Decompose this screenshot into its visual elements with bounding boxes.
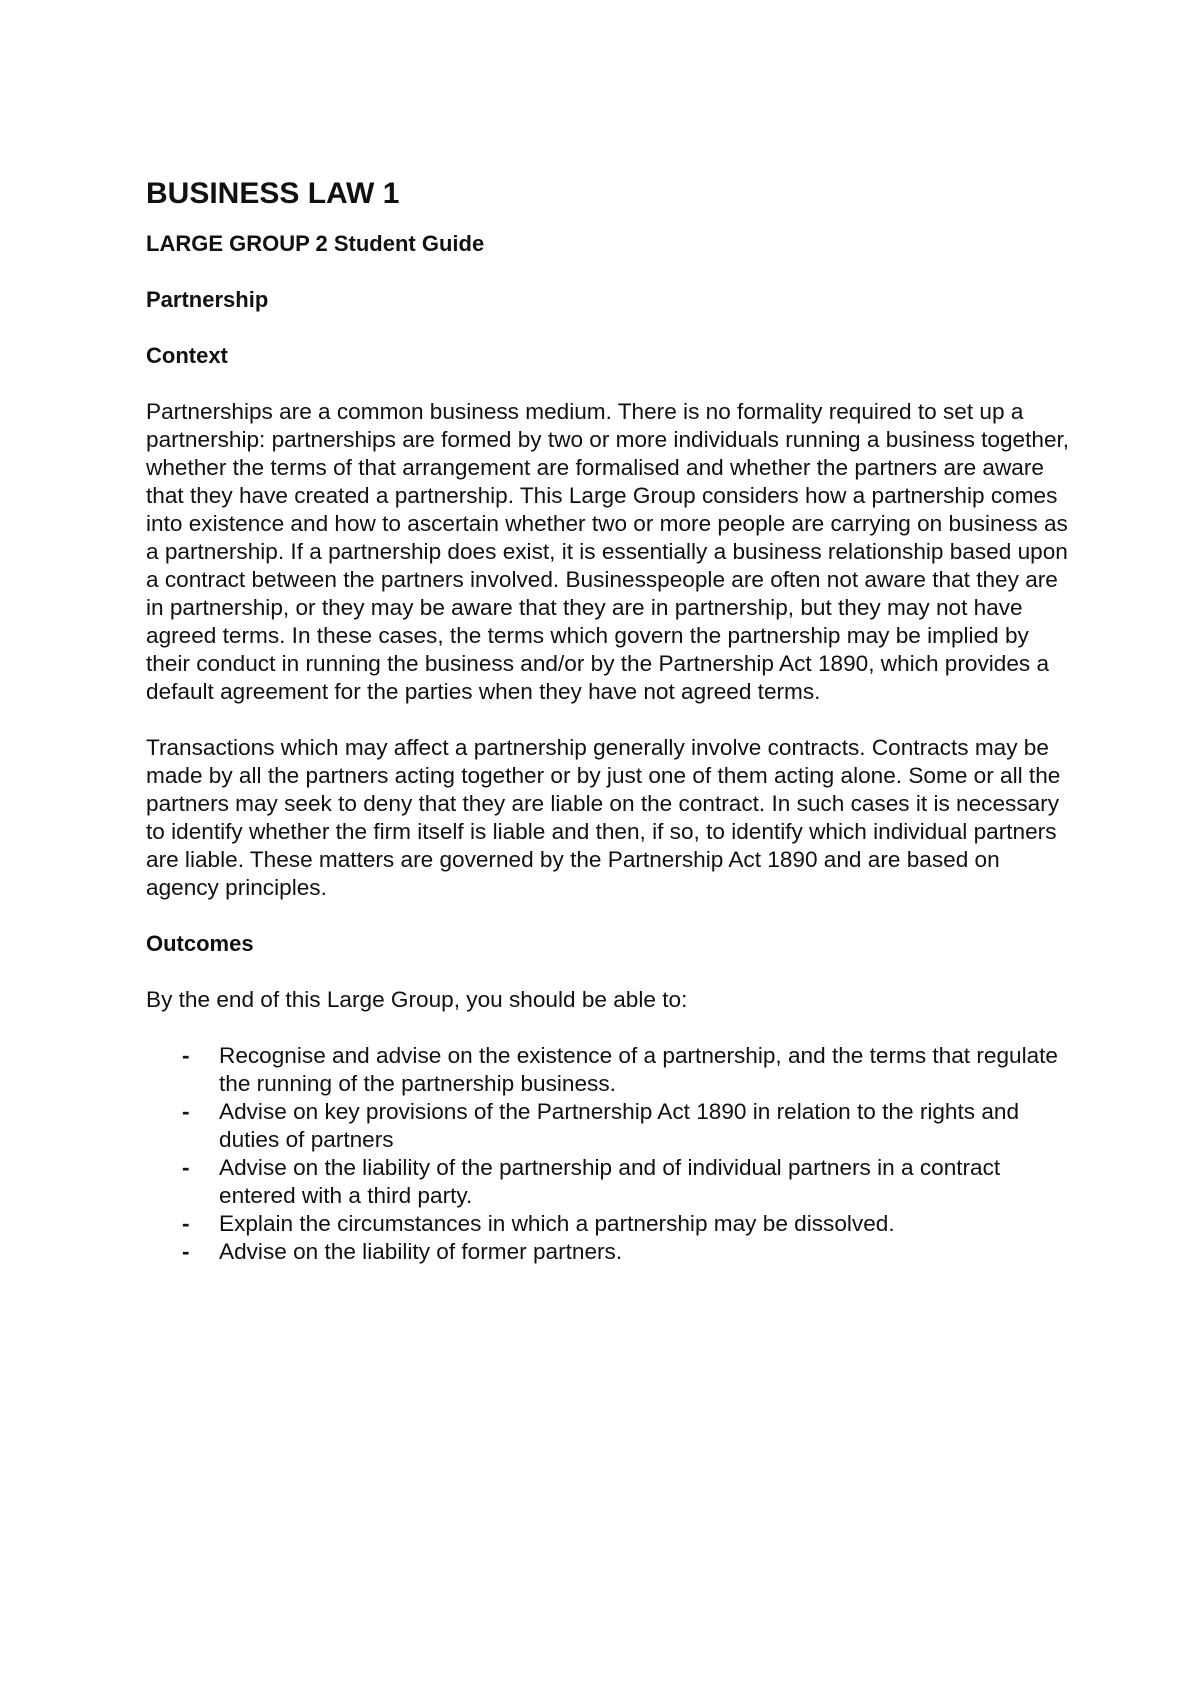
- bullet-dash: -: [182, 1099, 190, 1124]
- list-item: [146, 1042, 1076, 1098]
- bullet-dash: -: [182, 1211, 190, 1236]
- outcomes-list: [146, 1042, 1076, 1266]
- topic-heading: Partnership: [146, 287, 269, 312]
- outcome-text: Advise on the liability of former partners.: [219, 1239, 623, 1264]
- document-page: [146, 174, 1076, 1266]
- list-item: [146, 1210, 1076, 1238]
- context-paragraph: Transactions which may affect a partnership generally involve contracts. Contracts may be made by all the partners acting together or by just one of them acting alone. Some or all the partners may seek to deny that they are liable on the contract. In such cases it is necessary to identify whether the firm itself is liable and then, if so, to identify which individual partners are liable. These matters are governed by the Partnership Act 1890 and are based on agency principles.: [146, 735, 1061, 900]
- document-subtitle: LARGE GROUP 2 Student Guide: [146, 231, 485, 256]
- list-item: [146, 1098, 1076, 1154]
- document-title: BUSINESS LAW 1: [146, 177, 400, 210]
- list-item: [146, 1238, 1076, 1266]
- context-paragraph: Partnerships are a common business medium. There is no formality required to set up a partnership: partnerships are formed by two or more individuals running a business together, whether the terms of that arrangement are formalised and whether the partners are aware that they have created a partnership. This Large Group considers how a partnership comes into existence and how to ascertain whether two or more people are carrying on business as a partnership. If a partnership does exist, it is essentially a business relationship based upon a contract between the partners involved. Businesspeople are often not aware that they are in partnership, or they may be aware that they are in partnership, but they may not have agreed terms. In these cases, the terms which govern the partnership may be implied by their conduct in running the business and/or by the Partnership Act 1890, which provides a default agreement for the parties when they have not agreed terms.: [146, 399, 1070, 704]
- context-heading: Context: [146, 343, 228, 368]
- list-item: [146, 1154, 1076, 1210]
- outcome-text: Recognise and advise on the existence of a partnership, and the terms that regulate the running of the partnership business.: [219, 1043, 1059, 1096]
- outcome-text: Advise on key provisions of the Partnership Act 1890 in relation to the rights and duties of partners: [219, 1099, 1020, 1152]
- bullet-dash: -: [182, 1239, 190, 1264]
- outcome-text: Explain the circumstances in which a partnership may be dissolved.: [219, 1211, 895, 1236]
- bullet-dash: -: [182, 1043, 190, 1068]
- bullet-dash: -: [182, 1155, 190, 1180]
- outcome-text: Advise on the liability of the partnership and of individual partners in a contract entered with a third party.: [219, 1155, 1001, 1208]
- outcomes-heading: Outcomes: [146, 931, 254, 956]
- outcomes-intro: By the end of this Large Group, you should be able to:: [146, 987, 688, 1012]
